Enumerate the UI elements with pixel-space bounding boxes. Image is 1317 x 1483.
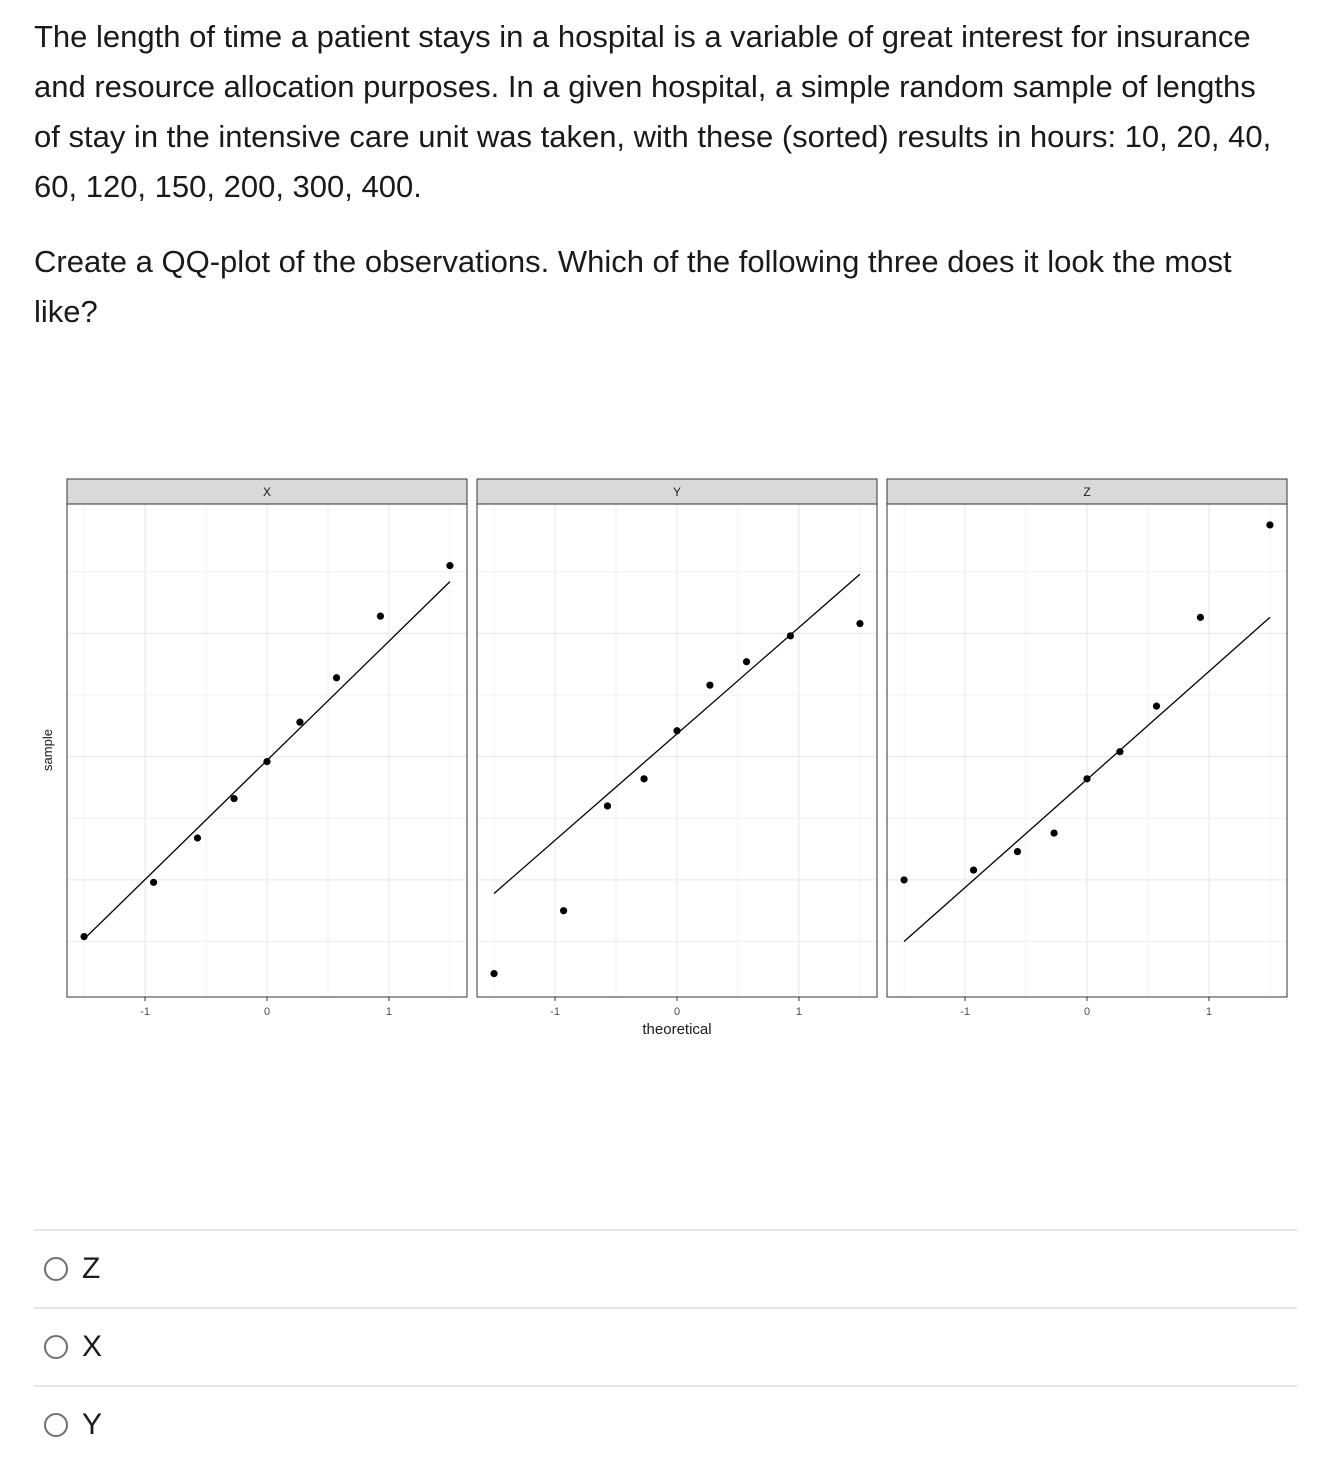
data-point [490,970,497,977]
data-point [1050,829,1057,836]
option-y[interactable] [34,1385,1297,1463]
data-point [150,879,157,886]
data-point [296,719,303,726]
x-tick-label: 0 [673,1006,681,1018]
data-point [604,802,611,809]
option-label: Z [82,1252,101,1285]
data-point [970,866,977,873]
data-point [1153,703,1160,710]
option-label: X [82,1330,103,1363]
radio-button[interactable] [44,1413,68,1437]
data-point [673,727,680,734]
data-point [1197,614,1204,621]
x-tick-label: 1 [385,1006,393,1018]
answer-options [34,1229,1297,1463]
qq-plot-figure [0,440,1317,1050]
facet-strip-label: Y [672,485,682,499]
question-paragraph-2: Create a QQ-plot of the observations. Which of the following three does it look the most like? [34,244,1232,329]
data-point [1014,848,1021,855]
data-point [1266,521,1273,528]
data-point [706,682,713,689]
facet-strip-label: X [262,485,272,499]
x-tick-label: 0 [263,1006,271,1018]
x-tick-label: 1 [1205,1006,1213,1018]
x-tick-label: -1 [140,1006,150,1018]
data-point [743,658,750,665]
data-point [1083,775,1090,782]
radio-button[interactable] [44,1257,68,1281]
option-x[interactable] [34,1307,1297,1385]
data-point [560,907,567,914]
data-point [900,876,907,883]
data-point [230,795,237,802]
question-text [34,12,1284,337]
data-point [856,620,863,627]
radio-button[interactable] [44,1335,68,1359]
data-point [446,562,453,569]
x-tick-label: -1 [960,1006,970,1018]
data-point [333,674,340,681]
question-paragraph-1: The length of time a patient stays in a hospital is a variable of great interest for insurance and resource allocation purposes. In a given hospital, a simple random sample of lengths of stay in the intensive care unit was taken, with these (sorted) results in hours: 10, 20, 40, 60, 120, 150, 200, 300, 400. [34,19,1272,204]
data-point [263,758,270,765]
data-point [377,613,384,620]
data-point [1116,748,1123,755]
option-z[interactable] [34,1229,1297,1307]
x-axis-title: theoretical [642,1021,712,1038]
option-label: Y [82,1408,103,1441]
data-point [787,632,794,639]
facet-panels [67,479,1287,1018]
x-tick-label: 1 [795,1006,803,1018]
facet-panel-z [887,479,1287,1018]
data-point [194,834,201,841]
facet-panel-x [67,479,467,1018]
data-point [640,775,647,782]
data-point [80,933,87,940]
x-tick-label: -1 [550,1006,560,1018]
y-axis-title: sample [40,729,55,771]
facet-panel-y [477,479,877,1018]
facet-strip-label: Z [1083,485,1091,499]
x-tick-label: 0 [1083,1006,1091,1018]
